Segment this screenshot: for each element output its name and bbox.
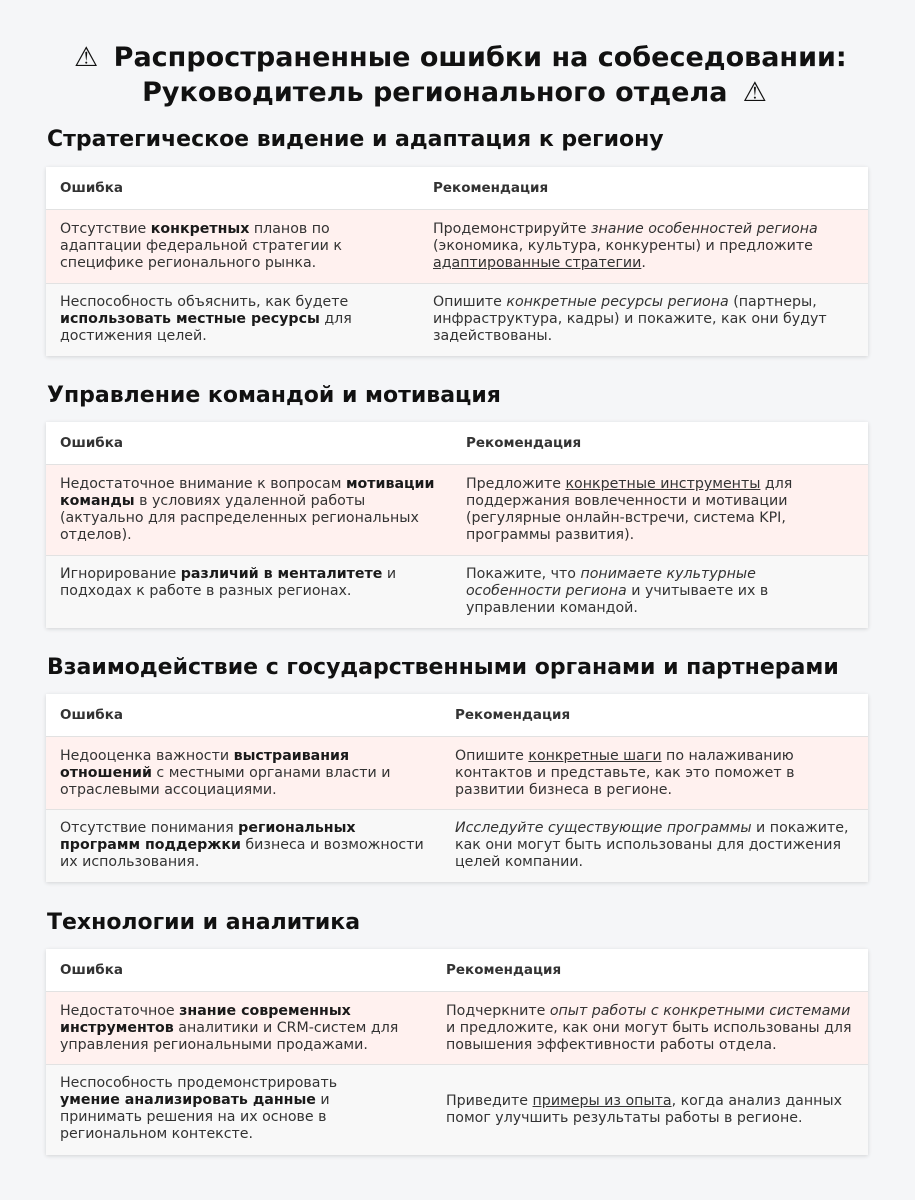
recommendation-cell: Опишите конкретные ресурсы региона (партнеры, инфраструктура, кадры) и покажите, как они будут задействованы. [433,294,827,344]
column-header-error: Ошибка [60,435,123,451]
recommendation-cell: Продемонстрируйте знание особенностей региона (экономика, культура, конкуренты) и предложите адаптированные стратегии. [433,221,818,271]
mistakes-table-government [46,694,868,882]
error-cell: Отсутствие понимания региональных программ поддержки бизнеса и возможности их использования. [60,820,424,870]
table-header [46,694,868,736]
error-cell: Недостаточное знание современных инструментов аналитики и CRM-систем для управления региональными продажами. [60,1003,399,1053]
column-header-error: Ошибка [60,180,123,196]
column-header-recommendation: Рекомендация [455,707,571,723]
table-row [46,555,868,628]
recommendation-cell: Покажите, что понимаете культурные особенности региона и учитываете их в управлении командой. [466,566,769,616]
table-row [46,991,868,1064]
error-cell: Отсутствие конкретных планов по адаптации федеральной стратегии к специфике регионального рынка. [60,221,342,271]
warning-icon: ⚠ [74,42,99,73]
column-header-recommendation: Рекомендация [466,435,582,451]
table-header [46,422,868,464]
section-title-government: Взаимодействие с государственными органами и партнерами [47,655,839,680]
title-text-1: Распространенные ошибки на собеседовании: [113,42,847,73]
table-row [46,809,868,882]
error-cell: Недооценка важности выстраивания отношений с местными органами власти и отраслевыми ассоциациями. [60,748,391,798]
column-header-error: Ошибка [60,962,123,978]
title-line-1 [0,40,915,75]
table-row [46,464,868,555]
mistakes-table-strategy [46,167,868,356]
title-line-2 [0,75,915,110]
column-header-error: Ошибка [60,707,123,723]
table-header [46,167,868,209]
table-row [46,1064,868,1155]
recommendation-cell: Исследуйте существующие программы и покажите, как они могут быть использованы для достижения целей компании. [455,820,849,870]
section-title-strategy: Стратегическое видение и адаптация к региону [47,127,664,152]
recommendation-cell: Приведите примеры из опыта, когда анализ данных помог улучшить результаты работы в регионе. [446,1093,842,1126]
warning-icon: ⚠ [742,77,767,108]
error-cell: Игнорирование различий в менталитете и подходах к работе в разных регионах. [60,566,397,599]
column-header-recommendation: Рекомендация [433,180,549,196]
section-title-technology: Технологии и аналитика [47,910,361,935]
mistakes-table-technology [46,949,868,1155]
recommendation-cell: Предложите конкретные инструменты для поддержания вовлеченности и мотивации (регулярные онлайн-встречи, система KPI, программы развития). [466,476,793,543]
table-row [46,209,868,283]
error-cell: Неспособность продемонстрировать умение анализировать данные и принимать решения на их основе в региональном контексте. [60,1075,338,1142]
title-text-2: Руководитель регионального отдела [142,77,728,108]
section-title-team: Управление командой и мотивация [47,383,501,408]
error-cell: Недостаточное внимание к вопросам мотивации команды в условиях удаленной работы (актуально для распределенных региональных отделов). [60,476,435,543]
table-row [46,736,868,809]
error-cell: Неспособность объяснить, как будете использовать местные ресурсы для достижения целей. [60,294,352,344]
mistakes-table-team [46,422,868,628]
column-header-recommendation: Рекомендация [446,962,562,978]
recommendation-cell: Опишите конкретные шаги по налаживанию контактов и представьте, как это поможет в развитии бизнеса в регионе. [455,748,795,798]
table-header [46,949,868,991]
page-title [0,40,915,110]
recommendation-cell: Подчеркните опыт работы с конкретными системами и предложите, как они могут быть использованы для повышения эффективности работы отдела. [446,1003,852,1053]
table-row [46,283,868,356]
